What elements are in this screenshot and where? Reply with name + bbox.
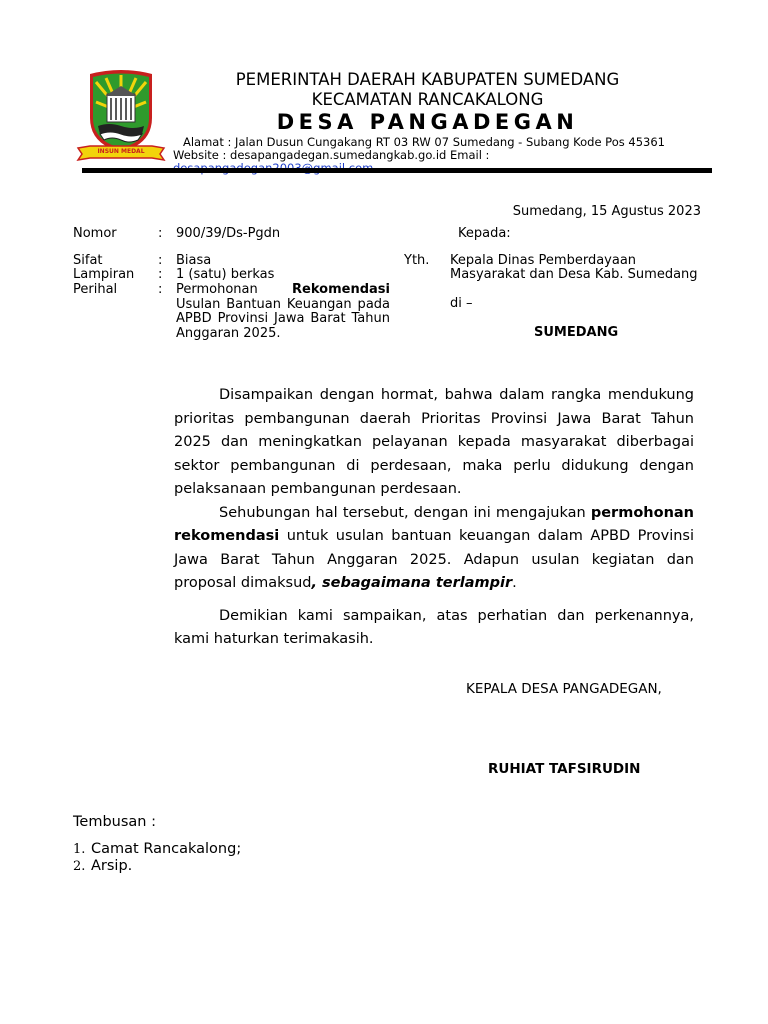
nomor-label: Nomor (73, 226, 117, 241)
body-p2-a: Sehubungan hal tersebut, dengan ini mengajukan (219, 504, 591, 521)
recipient-city: SUMEDANG (534, 325, 619, 340)
tembusan-list (73, 841, 241, 875)
perihal-value (176, 283, 390, 341)
body-p2-end: . (512, 575, 517, 591)
header-district: KECAMATAN RANCAKALONG (311, 90, 544, 109)
village-logo (76, 68, 166, 168)
letter-body (174, 384, 694, 652)
recipient-line2: Masyarakat dan Desa Kab. Sumedang (450, 267, 698, 282)
body-paragraph-2 (174, 502, 694, 596)
recipient-line1: Kepala Dinas Pemberdayaan (450, 253, 637, 268)
lampiran-label: Lampiran (73, 267, 135, 282)
header-village-title: DESA PANGADEGAN (276, 110, 579, 134)
signature-name: RUHIAT TAFSIRUDIN (488, 761, 641, 777)
perihal-line3: APBD Provinsi Jawa Barat Tahun (176, 311, 390, 326)
sifat-colon: : (158, 253, 163, 268)
body-paragraph-1: Disampaikan dengan hormat, bahwa dalam rangka mendukung prioritas pembangunan daerah Prioritas Provinsi Jawa Barat Tahun 2025 dan meningkatkan pelayanan kepada masyarakat diberbagai sektor pembangunan di perdesaan, maka perlu didukung dengan pelaksanaan pembangunan perdesaan. (174, 387, 694, 497)
header-government: PEMERINTAH DAERAH KABUPATEN SUMEDANG (235, 70, 620, 89)
list-item-text: Camat Rancakalong; (91, 841, 242, 857)
kepada-label: Kepada: (458, 226, 511, 241)
perihal-line2: Usulan Bantuan Keuangan pada (176, 296, 390, 312)
body-p2-b: untuk usulan bantuan keuangan dalam APBD Provinsi Jawa Barat Tahun Anggaran 2025. Adapun usulan kegiatan dan proposal dimaksud (174, 528, 694, 591)
lampiran-colon: : (158, 267, 163, 282)
perihal-label: Perihal (73, 282, 118, 297)
list-item-text: Arsip. (91, 858, 133, 874)
list-item-number: 2. (73, 859, 86, 874)
body-p2-italic: , sebagaimana terlampir (311, 575, 513, 591)
nomor-value: 900/39/Ds-Pgdn (176, 226, 281, 241)
lampiran-value: 1 (satu) berkas (176, 267, 275, 282)
letter-date: Sumedang, 15 Agustus 2023 (512, 204, 701, 219)
body-paragraph-3: Demikian kami sampaikan, atas perhatian dan perkenannya, kami haturkan terimakasih. (174, 607, 694, 647)
signature-position: KEPALA DESA PANGADEGAN, (466, 681, 662, 697)
perihal-line1b: Rekomendasi (292, 282, 390, 297)
body-p2-bold: permohonan rekomendasi (174, 504, 694, 544)
nomor-colon: : (158, 226, 163, 241)
perihal-colon: : (158, 282, 163, 297)
perihal-line1a: Permohonan (176, 282, 258, 297)
sifat-label: Sifat (73, 253, 103, 268)
logo-ribbon-text: INSUN MEDAL (97, 148, 145, 155)
list-item-number: 1. (73, 842, 86, 857)
header-divider (82, 168, 712, 173)
yth-label: Yth. (404, 253, 430, 268)
tembusan-label: Tembusan : (73, 814, 156, 830)
recipient-di: di – (450, 296, 473, 311)
sifat-value: Biasa (176, 253, 212, 268)
header-website: Website : desapangadegan.sumedangkab.go.id Email : (173, 148, 490, 162)
list-item (73, 841, 241, 858)
list-item (73, 858, 241, 875)
header-address: Alamat : Jalan Dusun Cungakang RT 03 RW 07 Sumedang - Subang Kode Pos 45361 (183, 135, 665, 149)
perihal-line4: Anggaran 2025. (176, 325, 281, 341)
